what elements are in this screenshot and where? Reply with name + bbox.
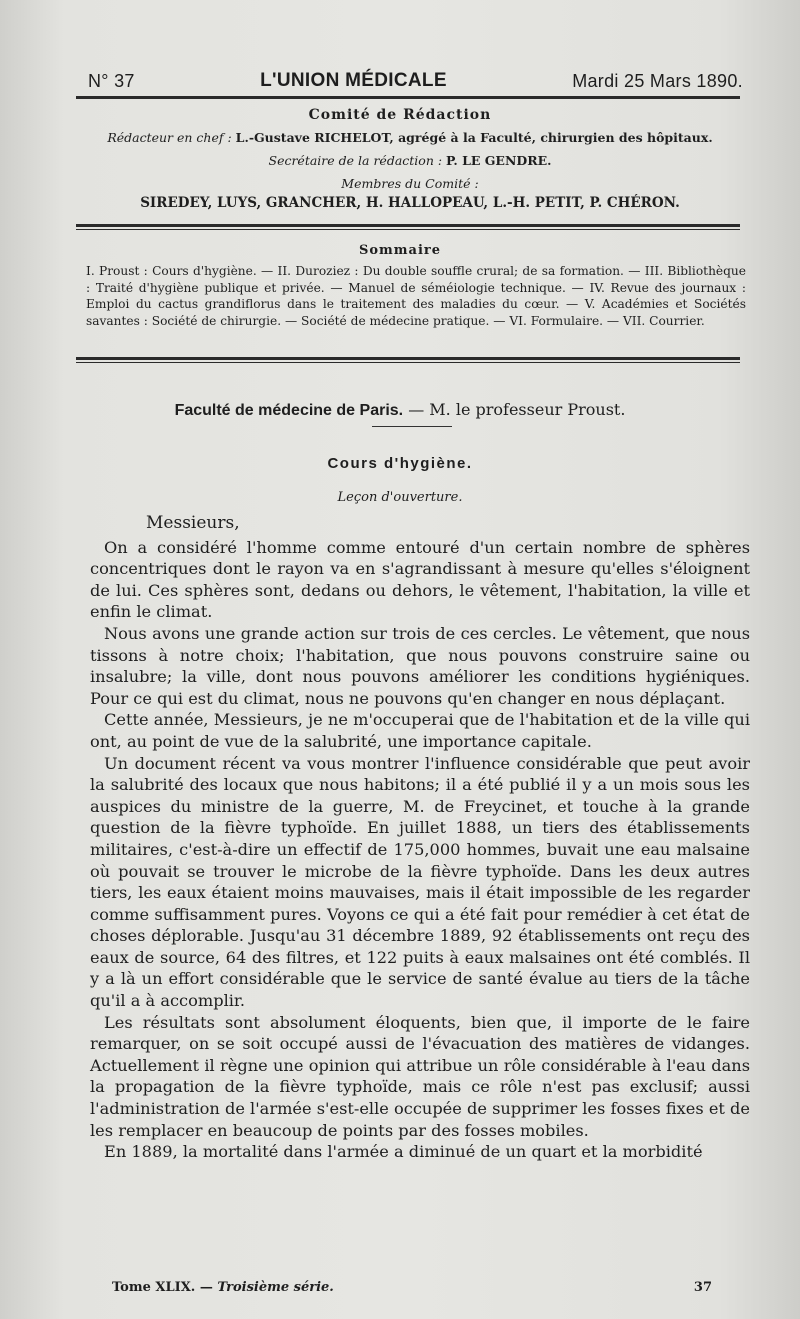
journal-title: L'UNION MÉDICALE — [260, 70, 447, 91]
paragraph: Cette année, Messieurs, je ne m'occuperai que de l'habitation et de la ville qui ont, au point de vue de la salubrité, une importance capitale. — [90, 710, 750, 751]
comite-heading: Comité de Rédaction — [308, 107, 492, 123]
paragraph: Les résultats sont absolument éloquents, bien que, il importe de le faire remarquer, on se soit occupé aussi de l'évacuation des matières de vidanges. Actuellement il règne une opinion qui attribue un rôle considérable à l'eau dans la propagation de la fièvre typhoïde, mais ce rôle n'est pas exclusif; aussi l'administration de l'armée s'est-elle occupée de supprimer les fosses fixes et de les remplacer en beaucoup de points par des fosses mobiles. — [90, 1012, 750, 1140]
article-body — [90, 513, 750, 1163]
page-number: 37 — [693, 1280, 712, 1295]
sommaire-heading: Sommaire — [358, 243, 442, 258]
sommaire-rule-thin — [76, 362, 740, 363]
faculte-professor: — M. le professeur Proust. — [408, 400, 626, 419]
sommaire-text: I. Proust : Cours d'hygiène. — II. Duroziez : Du double souffle crural; de sa formation. — III. Bibliothèque : Traité d'hygiène publique et privée. — Manuel de séméiologie technique. — IV. Revue des journaux : Emploi du cactus grandiflorus dans le traitement des maladies du cœur. — V. Académies et Sociétés savantes : Société de chirurgie. — Société de médecine pratique. — VI. Formulaire. — VII. Courrier. — [86, 264, 746, 328]
chief-editor-line — [80, 130, 740, 145]
issue-date: Mardi 25 Mars 1890. — [572, 71, 743, 91]
chief-label: Rédacteur en chef : — [107, 130, 232, 145]
secretary-label: Secrétaire de la rédaction : — [268, 153, 443, 168]
tome-series: Tome XLIX. — Troisième série. — [112, 1280, 334, 1295]
chief-value: L.-Gustave RICHELOT, agrégé à la Faculté, chirurgien des hôpitaux. — [235, 130, 713, 145]
comite-rule-bottom — [76, 229, 740, 230]
secretary-value: P. LE GENDRE. — [446, 153, 552, 168]
salutation: Messieurs, — [146, 513, 240, 533]
members-value: SIREDEY, LUYS, GRANCHER, H. HALLOPEAU, L.-H. PETIT, P. CHÉRON. — [140, 195, 680, 211]
paragraph: En 1889, la mortalité dans l'armée a diminué de un quart et la morbidité — [104, 1142, 703, 1162]
lecon-subtitle: Leçon d'ouverture. — [337, 490, 463, 505]
faculte-rule — [372, 426, 452, 427]
paragraph: On a considéré l'homme comme entouré d'un certain nombre de sphères concentriques dont le rayon va en s'agrandissant à mesure qu'elles s'éloignent de lui. Ces sphères sont, dedans ou dehors, le vêtement, l'habitation, la ville et enfin le climat. — [90, 537, 750, 622]
sommaire-rule — [76, 357, 740, 360]
comite-rule-top — [76, 224, 740, 227]
paragraph: Nous avons une grande action sur trois de ces cercles. Le vêtement, que nous tissons à notre choix; l'habitation, que nous pouvons construire saine ou insalubre; la ville, dont nous pouvons améliorer les conditions hygiéniques. Pour ce qui est du climat, nous ne pouvons qu'en changer en nous déplaçant. — [90, 623, 750, 708]
issue-number: N° 37 — [88, 71, 135, 91]
secretary-line — [80, 153, 740, 168]
members-label: Membres du Comité : — [341, 176, 479, 191]
faculte-name: Faculté de médecine de Paris. — [174, 402, 404, 419]
header-rule — [76, 96, 740, 99]
page-footer — [112, 1280, 712, 1295]
page-header — [88, 58, 743, 92]
paragraph: Un document récent va vous montrer l'influence considérable que peut avoir la salubrité des locaux que nous habitons; il a été publié il y a un mois sous les auspices du ministre de la guerre, M. de Freycinet, et touche à la grande question de la fièvre typhoïde. En juillet 1888, un tiers des établissements militaires, c'est-à-dire un effectif de 175,000 hommes, buvait une eau malsaine où pouvait se trouver le microbe de la fièvre typhoïde. Dans les deux autres tiers, les eaux étaient moins mauvaises, mais il était impossible de les regarder comme suffisamment pures. Voyons ce qui a été fait pour remédier à cet état de choses déplorable. Jusqu'au 31 décembre 1889, 92 établissements ont reçu des eaux de source, 64 des filtres, et 122 puits à eaux malsaines ont été comblés. Il y a là un effort considérable que le service de santé évalue au tiers de la tâche qu'il a à accomplir. — [90, 753, 750, 1011]
cours-title: Cours d'hygiène. — [327, 455, 473, 472]
faculte-heading — [0, 400, 800, 420]
